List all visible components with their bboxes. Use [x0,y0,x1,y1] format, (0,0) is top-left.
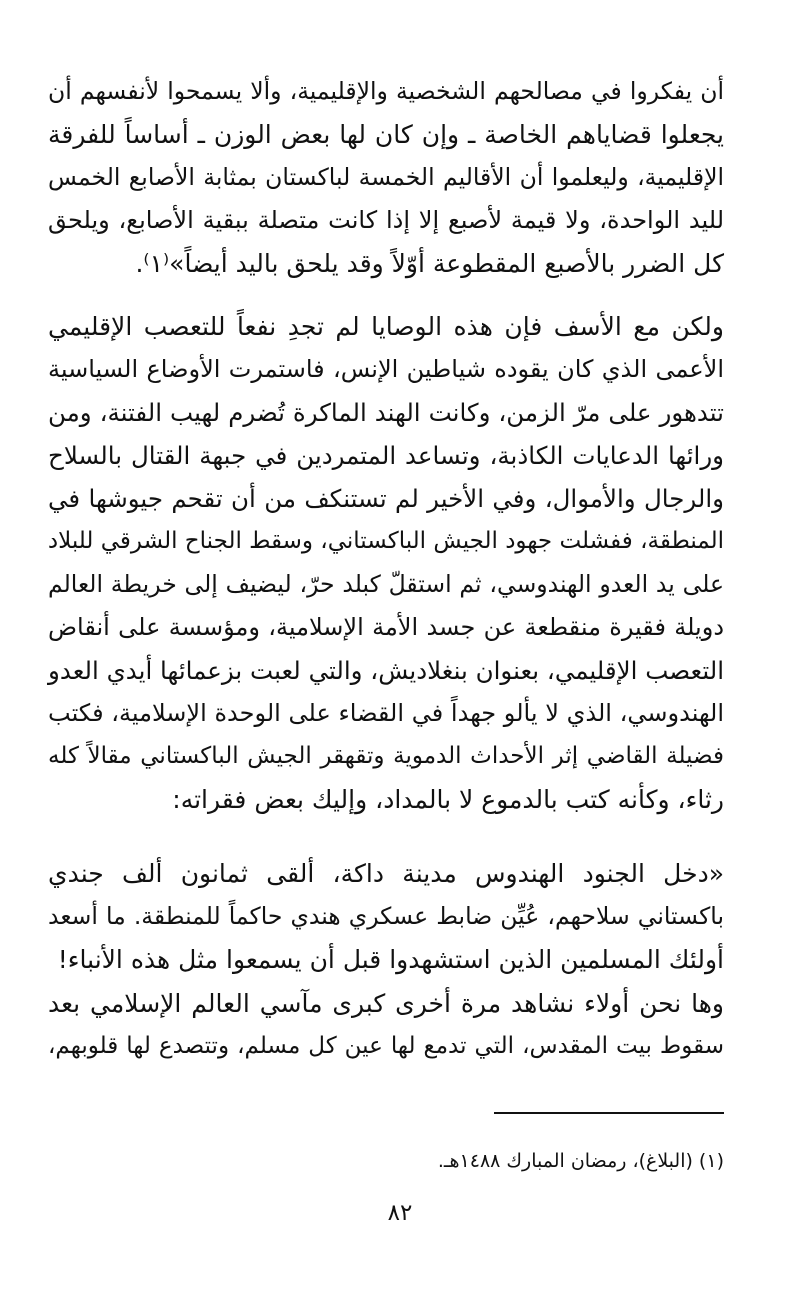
text-line: رثاء، وكأنه كتب بالدموع لا بالمداد، وإليك بعض فقراته: [172,785,724,814]
quotation-paragraph [48,852,724,981]
text-line: على يد العدو الهندوسي، ثم استقلّ كبلد حرّ، ليضيف إلى خريطة العالم [48,570,724,598]
text-line: لليد الواحدة، ولا قيمة لأصبع إلا إذا كانت متصلة ببقية الأصابع، ويلحق [48,206,724,234]
text-line: تتدهور على مرّ الزمن، وكانت الهند الماكرة تُضرم لهيب الفتنة، ومن [48,398,724,427]
text-line: باكستاني سلاحهم، عُيِّن ضابط عسكري هندي حاكماً للمنطقة. ما أسعد [48,902,724,930]
text-line: كل الضرر بالأصبع المقطوعة أوّلاً وقد يلحق باليد أيضاً»⁽١⁾. [135,249,724,278]
text-line: الهندوسي، الذي لا يألو جهداً في القضاء على الوحدة الإسلامية، فكتب [48,699,724,727]
paragraph-2 [48,305,724,821]
text-line: دويلة فقيرة منقطعة عن جسد الأمة الإسلامية، ومؤسسة على أنقاض [48,613,724,641]
text-line: سقوط بيت المقدس، التي تدمع لها عين كل مسلم، وتتصدع لها قلوبهم، [48,1033,724,1059]
text-line: أولئك المسلمين الذين استشهدوا قبل أن يسمعوا مثل هذه الأنباء! [57,945,724,974]
text-line: أن يفكروا في مصالحهم الشخصية والإقليمية، وألا يسمحوا لأنفسهم أن [48,77,724,105]
text-line: ورائها الدعايات الكاذبة، وتساعد المتمردين في جبهة القتال بالسلاح [48,441,724,470]
text-line: ولكن مع الأسف فإن هذه الوصايا لم تجدِ نفعاً للتعصب الإقليمي [48,312,724,341]
paragraph-1 [48,70,724,285]
text-line: الأعمى الذي كان يقوده شياطين الإنس، فاستمرت الأوضاع السياسية [48,355,724,383]
text-line: «دخل الجنود الهندوس مدينة داكة، ألقى ثمانون ألف جندي [48,859,724,888]
text-line: الإقليمية، وليعلموا أن الأقاليم الخمسة لباكستان بمثابة الأصابع الخمس [48,163,724,191]
text-line: وها نحن أولاء نشاهد مرة أخرى كبرى مآسي العالم الإسلامي بعد [48,989,724,1018]
text-line: التعصب الإقليمي، بعنوان بنغلاديش، والتي لعبت بزعمائها أيدي العدو [48,656,724,685]
text-line: المنطقة، ففشلت جهود الجيش الباكستاني، وسقط الجناح الشرقي للبلاد [47,528,724,554]
paragraph-4 [48,982,724,1068]
footnote-separator [494,1112,724,1114]
text-line: فضيلة القاضي إثر الأحداث الدموية وتقهقر الجيش الباكستاني مقالاً كله [48,743,724,769]
page-number: ٨٢ [387,1200,413,1226]
text-line: والرجال والأموال، وفي الأخير لم تستنكف من أن تقحم جيوشها في [48,484,724,513]
footnote: (١) (البلاغ)، رمضان المبارك ١٤٨٨هـ. [437,1150,724,1172]
text-line: يجعلوا قضاياهم الخاصة ـ وإن كان لها بعض الوزن ـ أساساً للفرقة [48,120,724,149]
